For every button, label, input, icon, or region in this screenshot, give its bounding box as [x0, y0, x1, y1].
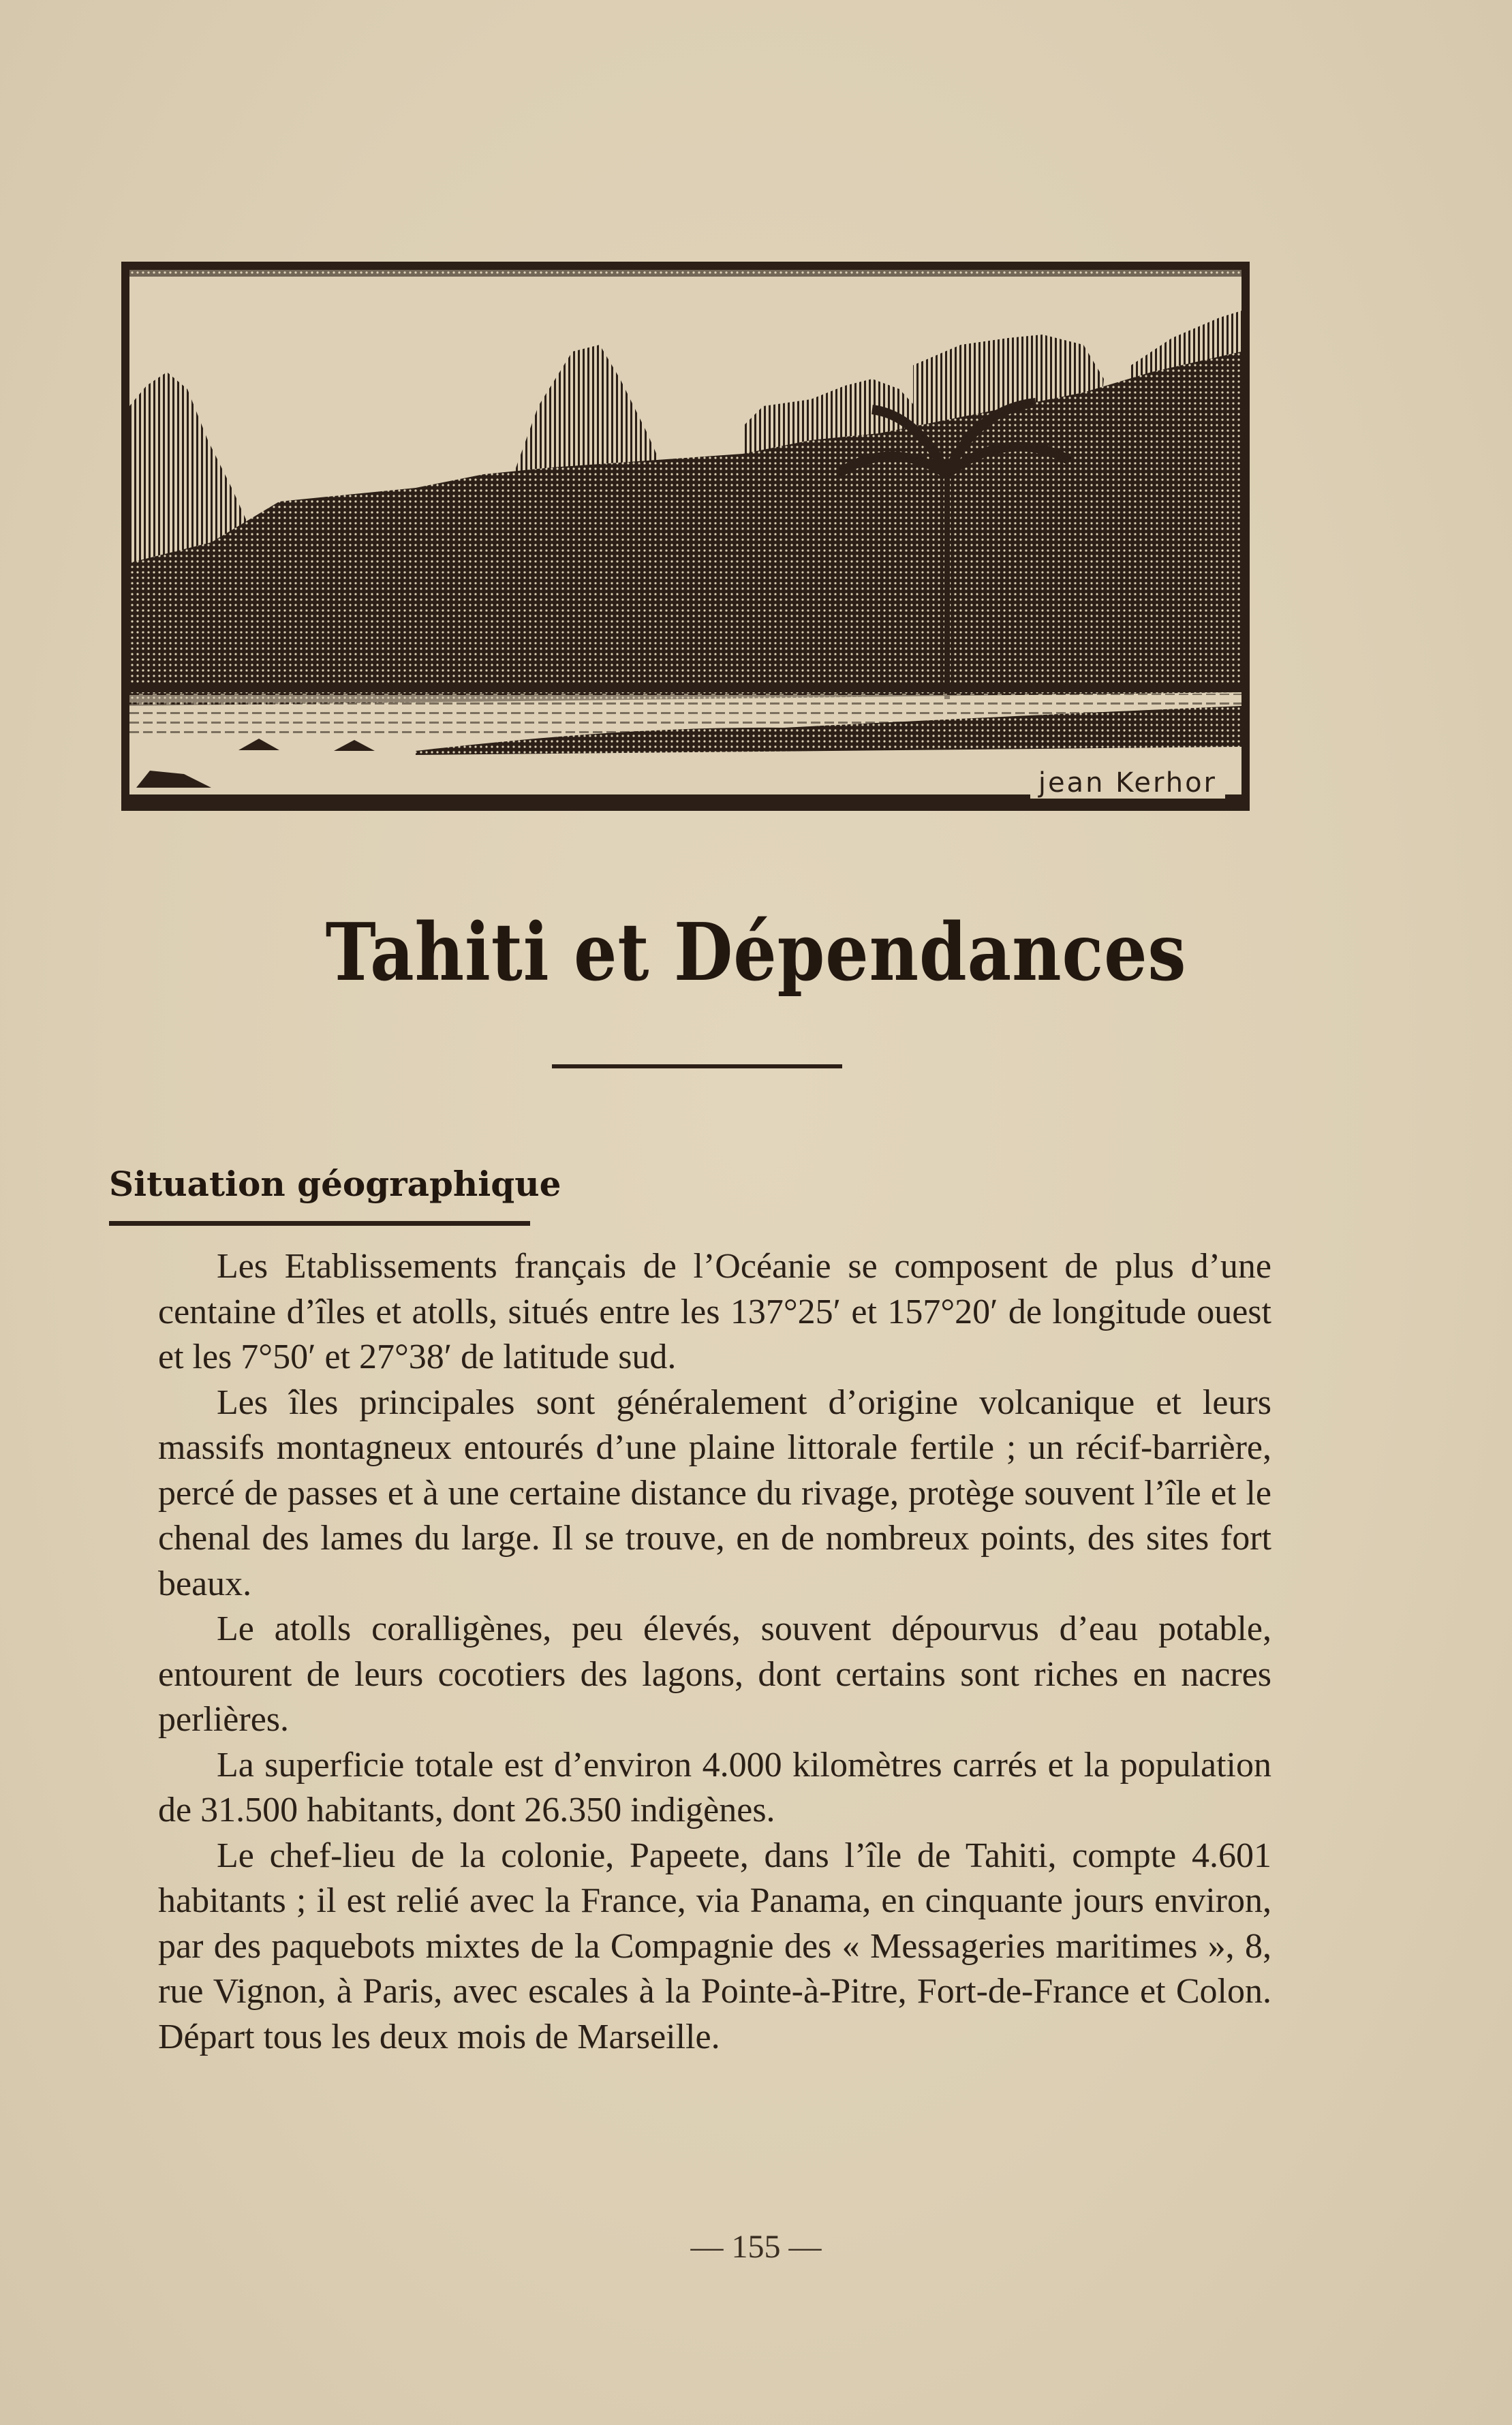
tahiti-landscape-woodcut	[121, 262, 1250, 811]
title-underline-rule	[552, 1064, 842, 1068]
paragraph-1: Les Etablissements français de l’Océanie se composent de plus d’une centaine d’îles et atolls, situés entre les 137°25′ et 157°20′ de longitude ouest et les 7°50′ et 27°38′ de latitude sud.	[158, 1247, 1271, 1376]
artist-signature: jean Kerhor	[1030, 767, 1225, 799]
section-heading-underline	[109, 1221, 530, 1226]
paragraph-3: Le atolls coralligènes, peu élevés, souvent dépourvus d’eau potable, entourent de leurs cocotiers des lagons, dont certains sont riches en nacres perlières.	[158, 1609, 1271, 1739]
page-number: — 155 —	[690, 2229, 822, 2265]
paragraph-2: Les îles principales sont généralement d’origine volcanique et leurs massifs montagneux entourés d’une plaine littorale fertile ; un récif-barrière, percé de passes et à une certaine distance du rivage, protège souvent l’île et le chenal des lames du large. Il se trouve, en de nombreux points, des sites fort beaux.	[158, 1383, 1271, 1603]
paragraph-5: Le chef-lieu de la colonie, Papeete, dans l’île de Tahiti, compte 4.601 habitants ; il est relié avec la France, via Panama, en cinquante jours environ, par des paquebots mixtes de la Compagnie des « Messageries maritimes », 8, rue Vignon, à Paris, avec escales à la Pointe-à-Pitre, Fort-de-France et Colon. Départ tous les deux mois de Marseille.	[158, 1836, 1271, 2056]
body-text	[158, 1244, 1271, 2060]
woodcut-image	[129, 270, 1241, 803]
section-heading: Situation géographique	[109, 1164, 561, 1204]
paragraph-4: La superficie totale est d’environ 4.000 kilomètres carrés et la population de 31.500 habitants, dont 26.350 indigènes.	[158, 1745, 1271, 1829]
page-title: Tahiti et Dépendances	[325, 906, 1187, 999]
